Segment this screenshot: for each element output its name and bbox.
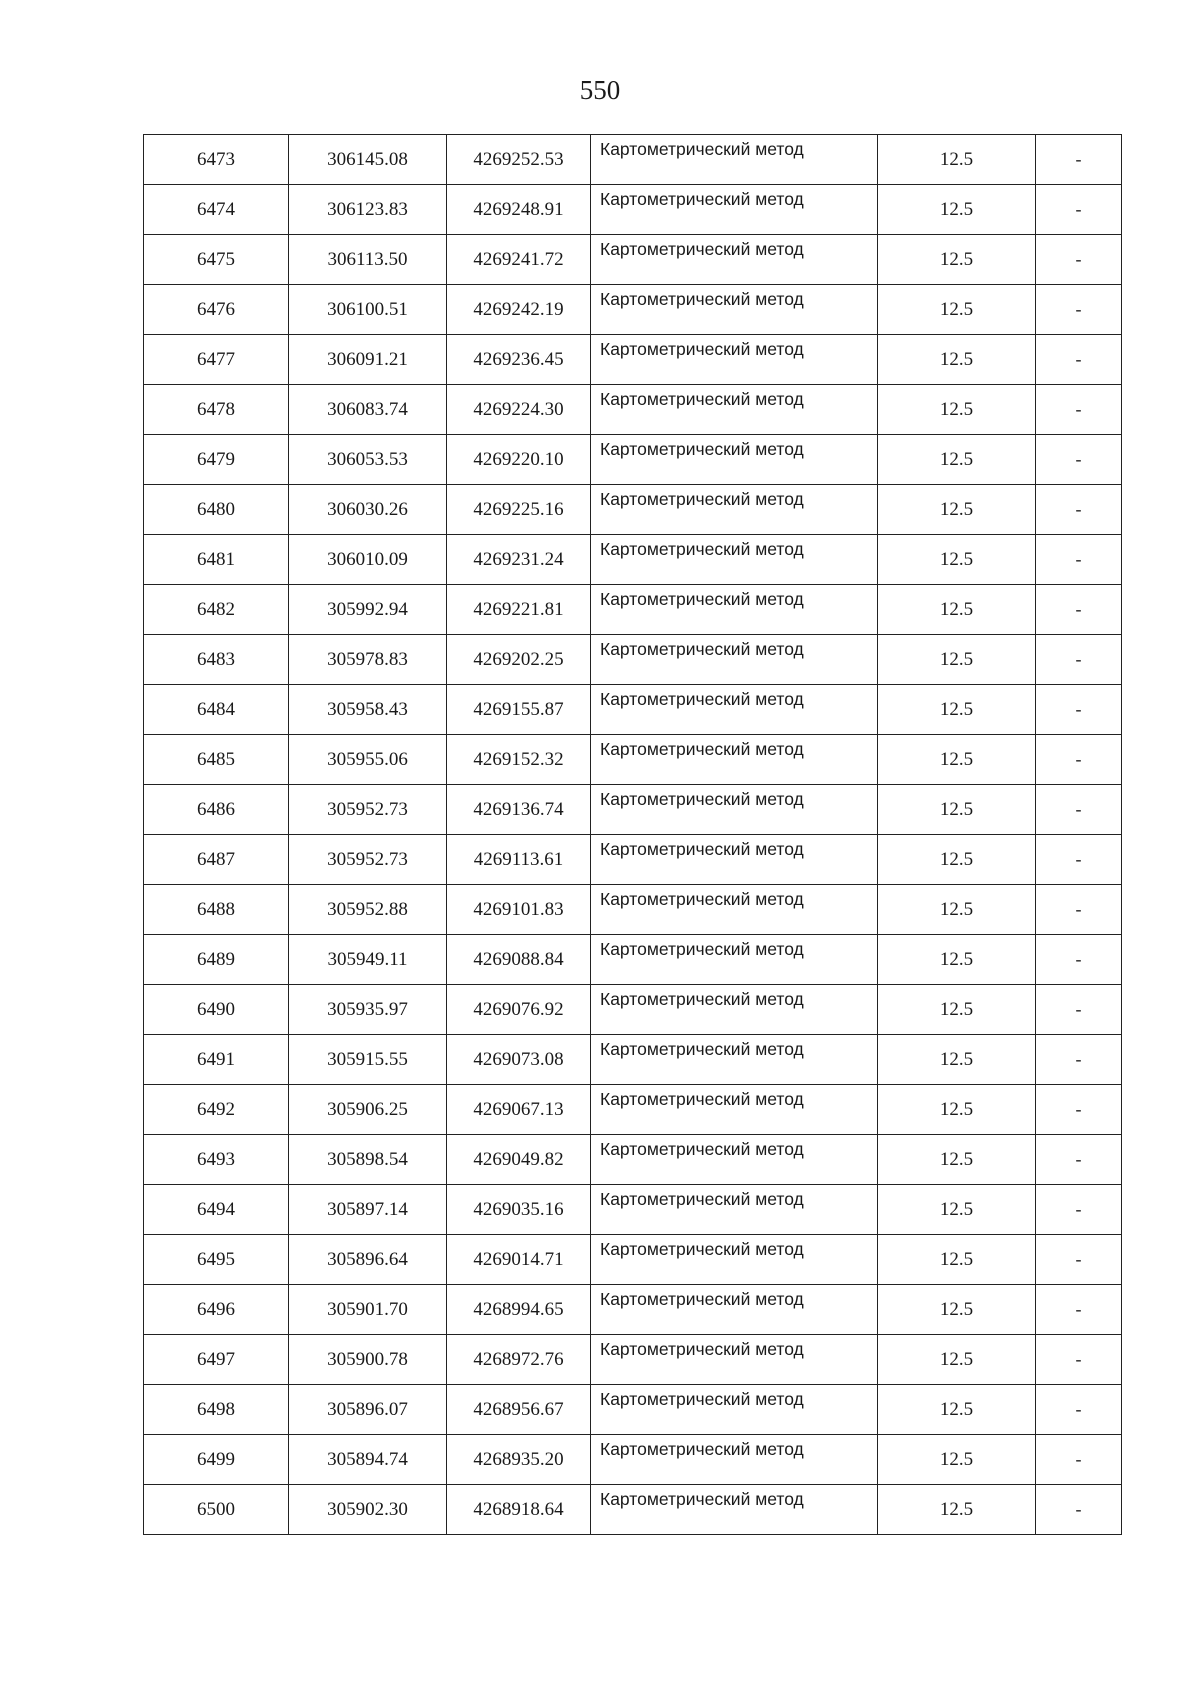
y-coordinate-cell: 4268935.20 [447, 1435, 591, 1485]
x-coordinate-cell: 306100.51 [289, 285, 447, 335]
point-number-cell: 6477 [144, 335, 289, 385]
point-number-cell: 6498 [144, 1385, 289, 1435]
table-row [144, 185, 1122, 235]
point-number-cell: 6482 [144, 585, 289, 635]
point-number-cell: 6491 [144, 1035, 289, 1085]
accuracy-cell: 12.5 [878, 385, 1036, 435]
table-row [144, 1285, 1122, 1335]
accuracy-cell: 12.5 [878, 785, 1036, 835]
note-cell: - [1036, 285, 1122, 335]
method-cell: Картометрический метод [591, 435, 878, 485]
table-row [144, 835, 1122, 885]
coordinates-table-body [144, 135, 1122, 1535]
method-cell: Картометрический метод [591, 535, 878, 585]
x-coordinate-cell: 305955.06 [289, 735, 447, 785]
table-row [144, 1035, 1122, 1085]
method-cell: Картометрический метод [591, 1335, 878, 1385]
x-coordinate-cell: 305896.07 [289, 1385, 447, 1435]
y-coordinate-cell: 4269236.45 [447, 335, 591, 385]
y-coordinate-cell: 4269035.16 [447, 1185, 591, 1235]
x-coordinate-cell: 305898.54 [289, 1135, 447, 1185]
x-coordinate-cell: 305901.70 [289, 1285, 447, 1335]
table-row [144, 335, 1122, 385]
y-coordinate-cell: 4269049.82 [447, 1135, 591, 1185]
x-coordinate-cell: 305978.83 [289, 635, 447, 685]
point-number-cell: 6486 [144, 785, 289, 835]
table-row [144, 1485, 1122, 1535]
note-cell: - [1036, 335, 1122, 385]
point-number-cell: 6492 [144, 1085, 289, 1135]
method-cell: Картометрический метод [591, 285, 878, 335]
table-row [144, 1385, 1122, 1435]
y-coordinate-cell: 4268972.76 [447, 1335, 591, 1385]
note-cell: - [1036, 935, 1122, 985]
x-coordinate-cell: 305896.64 [289, 1235, 447, 1285]
y-coordinate-cell: 4269155.87 [447, 685, 591, 735]
accuracy-cell: 12.5 [878, 535, 1036, 585]
method-cell: Картометрический метод [591, 335, 878, 385]
point-number-cell: 6483 [144, 635, 289, 685]
point-number-cell: 6488 [144, 885, 289, 935]
accuracy-cell: 12.5 [878, 985, 1036, 1035]
table-row [144, 985, 1122, 1035]
note-cell: - [1036, 685, 1122, 735]
y-coordinate-cell: 4268918.64 [447, 1485, 591, 1535]
accuracy-cell: 12.5 [878, 335, 1036, 385]
y-coordinate-cell: 4269136.74 [447, 785, 591, 835]
accuracy-cell: 12.5 [878, 835, 1036, 885]
method-cell: Картометрический метод [591, 135, 878, 185]
point-number-cell: 6474 [144, 185, 289, 235]
y-coordinate-cell: 4269242.19 [447, 285, 591, 335]
accuracy-cell: 12.5 [878, 585, 1036, 635]
y-coordinate-cell: 4268956.67 [447, 1385, 591, 1435]
x-coordinate-cell: 305952.88 [289, 885, 447, 935]
table-row [144, 1335, 1122, 1385]
note-cell: - [1036, 585, 1122, 635]
note-cell: - [1036, 985, 1122, 1035]
table-row [144, 435, 1122, 485]
method-cell: Картометрический метод [591, 735, 878, 785]
point-number-cell: 6493 [144, 1135, 289, 1185]
note-cell: - [1036, 1435, 1122, 1485]
y-coordinate-cell: 4269225.16 [447, 485, 591, 535]
accuracy-cell: 12.5 [878, 1035, 1036, 1085]
y-coordinate-cell: 4269073.08 [447, 1035, 591, 1085]
method-cell: Картометрический метод [591, 1235, 878, 1285]
accuracy-cell: 12.5 [878, 1085, 1036, 1135]
point-number-cell: 6495 [144, 1235, 289, 1285]
point-number-cell: 6496 [144, 1285, 289, 1335]
table-row [144, 1085, 1122, 1135]
accuracy-cell: 12.5 [878, 135, 1036, 185]
note-cell: - [1036, 1385, 1122, 1435]
point-number-cell: 6476 [144, 285, 289, 335]
method-cell: Картометрический метод [591, 635, 878, 685]
x-coordinate-cell: 305915.55 [289, 1035, 447, 1085]
note-cell: - [1036, 885, 1122, 935]
method-cell: Картометрический метод [591, 935, 878, 985]
y-coordinate-cell: 4269231.24 [447, 535, 591, 585]
x-coordinate-cell: 305897.14 [289, 1185, 447, 1235]
table-row [144, 285, 1122, 335]
point-number-cell: 6485 [144, 735, 289, 785]
accuracy-cell: 12.5 [878, 1285, 1036, 1335]
note-cell: - [1036, 135, 1122, 185]
note-cell: - [1036, 1335, 1122, 1385]
y-coordinate-cell: 4269221.81 [447, 585, 591, 635]
method-cell: Картометрический метод [591, 1185, 878, 1235]
accuracy-cell: 12.5 [878, 435, 1036, 485]
table-row [144, 585, 1122, 635]
method-cell: Картометрический метод [591, 1035, 878, 1085]
accuracy-cell: 12.5 [878, 885, 1036, 935]
accuracy-cell: 12.5 [878, 635, 1036, 685]
accuracy-cell: 12.5 [878, 1185, 1036, 1235]
note-cell: - [1036, 385, 1122, 435]
x-coordinate-cell: 306091.21 [289, 335, 447, 385]
table-row [144, 1185, 1122, 1235]
note-cell: - [1036, 485, 1122, 535]
note-cell: - [1036, 735, 1122, 785]
accuracy-cell: 12.5 [878, 285, 1036, 335]
note-cell: - [1036, 835, 1122, 885]
table-row [144, 885, 1122, 935]
y-coordinate-cell: 4269248.91 [447, 185, 591, 235]
accuracy-cell: 12.5 [878, 1235, 1036, 1285]
method-cell: Картометрический метод [591, 485, 878, 535]
accuracy-cell: 12.5 [878, 735, 1036, 785]
point-number-cell: 6489 [144, 935, 289, 985]
point-number-cell: 6490 [144, 985, 289, 1035]
x-coordinate-cell: 305935.97 [289, 985, 447, 1035]
x-coordinate-cell: 305952.73 [289, 785, 447, 835]
method-cell: Картометрический метод [591, 385, 878, 435]
method-cell: Картометрический метод [591, 1085, 878, 1135]
y-coordinate-cell: 4269088.84 [447, 935, 591, 985]
table-row [144, 1435, 1122, 1485]
x-coordinate-cell: 306030.26 [289, 485, 447, 535]
accuracy-cell: 12.5 [878, 485, 1036, 535]
accuracy-cell: 12.5 [878, 1385, 1036, 1435]
method-cell: Картометрический метод [591, 1135, 878, 1185]
point-number-cell: 6481 [144, 535, 289, 585]
accuracy-cell: 12.5 [878, 685, 1036, 735]
method-cell: Картометрический метод [591, 1285, 878, 1335]
point-number-cell: 6487 [144, 835, 289, 885]
note-cell: - [1036, 1135, 1122, 1185]
table-row [144, 1235, 1122, 1285]
method-cell: Картометрический метод [591, 785, 878, 835]
y-coordinate-cell: 4269113.61 [447, 835, 591, 885]
point-number-cell: 6475 [144, 235, 289, 285]
x-coordinate-cell: 305902.30 [289, 1485, 447, 1535]
accuracy-cell: 12.5 [878, 1335, 1036, 1385]
point-number-cell: 6499 [144, 1435, 289, 1485]
point-number-cell: 6500 [144, 1485, 289, 1535]
accuracy-cell: 12.5 [878, 1485, 1036, 1535]
point-number-cell: 6484 [144, 685, 289, 735]
note-cell: - [1036, 785, 1122, 835]
table-row [144, 685, 1122, 735]
y-coordinate-cell: 4269101.83 [447, 885, 591, 935]
y-coordinate-cell: 4269220.10 [447, 435, 591, 485]
table-row [144, 935, 1122, 985]
point-number-cell: 6473 [144, 135, 289, 185]
x-coordinate-cell: 305952.73 [289, 835, 447, 885]
method-cell: Картометрический метод [591, 685, 878, 735]
table-row [144, 135, 1122, 185]
x-coordinate-cell: 306123.83 [289, 185, 447, 235]
accuracy-cell: 12.5 [878, 1435, 1036, 1485]
x-coordinate-cell: 306113.50 [289, 235, 447, 285]
table-row [144, 235, 1122, 285]
y-coordinate-cell: 4269224.30 [447, 385, 591, 435]
y-coordinate-cell: 4269241.72 [447, 235, 591, 285]
y-coordinate-cell: 4269014.71 [447, 1235, 591, 1285]
method-cell: Картометрический метод [591, 1485, 878, 1535]
table-row [144, 735, 1122, 785]
point-number-cell: 6479 [144, 435, 289, 485]
point-number-cell: 6478 [144, 385, 289, 435]
method-cell: Картометрический метод [591, 585, 878, 635]
page-number: 550 [579, 75, 621, 105]
y-coordinate-cell: 4269252.53 [447, 135, 591, 185]
table-row [144, 785, 1122, 835]
table-row [144, 485, 1122, 535]
method-cell: Картометрический метод [591, 185, 878, 235]
accuracy-cell: 12.5 [878, 185, 1036, 235]
note-cell: - [1036, 235, 1122, 285]
note-cell: - [1036, 1185, 1122, 1235]
x-coordinate-cell: 306053.53 [289, 435, 447, 485]
method-cell: Картометрический метод [591, 1435, 878, 1485]
point-number-cell: 6494 [144, 1185, 289, 1235]
method-cell: Картометрический метод [591, 235, 878, 285]
accuracy-cell: 12.5 [878, 1135, 1036, 1185]
note-cell: - [1036, 1235, 1122, 1285]
table-row [144, 635, 1122, 685]
x-coordinate-cell: 306145.08 [289, 135, 447, 185]
method-cell: Картометрический метод [591, 1385, 878, 1435]
note-cell: - [1036, 1285, 1122, 1335]
x-coordinate-cell: 305906.25 [289, 1085, 447, 1135]
table-row [144, 535, 1122, 585]
method-cell: Картометрический метод [591, 985, 878, 1035]
accuracy-cell: 12.5 [878, 935, 1036, 985]
point-number-cell: 6497 [144, 1335, 289, 1385]
y-coordinate-cell: 4269202.25 [447, 635, 591, 685]
coordinates-table [143, 134, 1122, 1535]
y-coordinate-cell: 4269076.92 [447, 985, 591, 1035]
x-coordinate-cell: 306083.74 [289, 385, 447, 435]
note-cell: - [1036, 1085, 1122, 1135]
method-cell: Картометрический метод [591, 885, 878, 935]
x-coordinate-cell: 305992.94 [289, 585, 447, 635]
note-cell: - [1036, 185, 1122, 235]
note-cell: - [1036, 635, 1122, 685]
x-coordinate-cell: 305894.74 [289, 1435, 447, 1485]
accuracy-cell: 12.5 [878, 235, 1036, 285]
note-cell: - [1036, 535, 1122, 585]
note-cell: - [1036, 1485, 1122, 1535]
x-coordinate-cell: 306010.09 [289, 535, 447, 585]
y-coordinate-cell: 4269067.13 [447, 1085, 591, 1135]
x-coordinate-cell: 305949.11 [289, 935, 447, 985]
table-row [144, 1135, 1122, 1185]
y-coordinate-cell: 4268994.65 [447, 1285, 591, 1335]
note-cell: - [1036, 435, 1122, 485]
note-cell: - [1036, 1035, 1122, 1085]
point-number-cell: 6480 [144, 485, 289, 535]
y-coordinate-cell: 4269152.32 [447, 735, 591, 785]
x-coordinate-cell: 305958.43 [289, 685, 447, 735]
x-coordinate-cell: 305900.78 [289, 1335, 447, 1385]
method-cell: Картометрический метод [591, 835, 878, 885]
table-row [144, 385, 1122, 435]
